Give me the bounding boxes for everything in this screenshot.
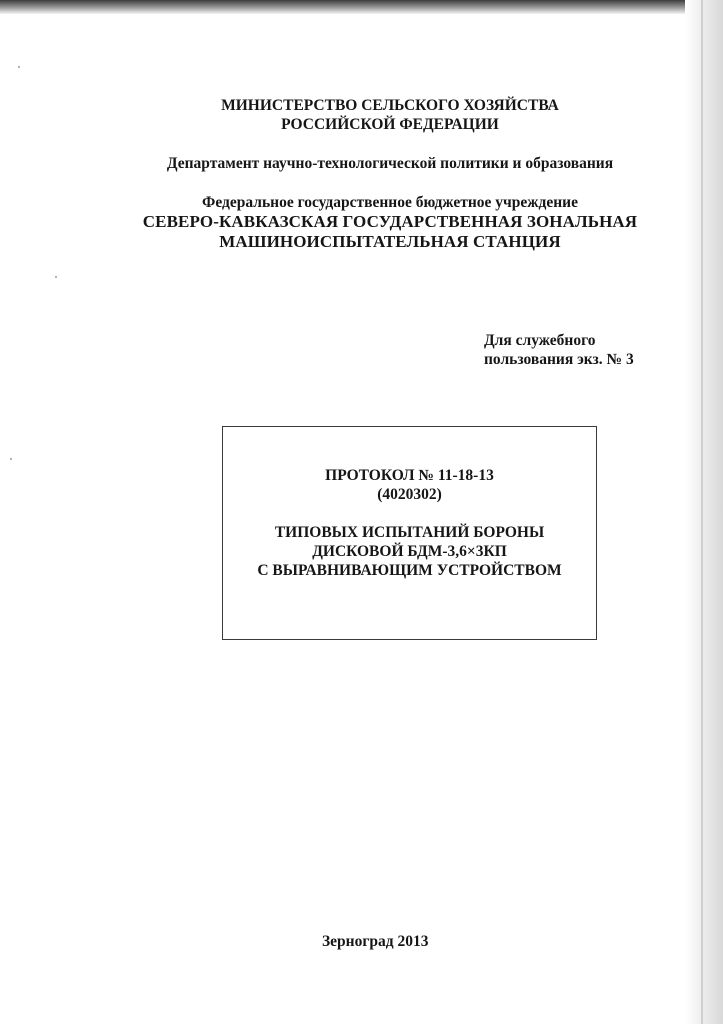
ministry-line-1: МИНИСТЕРСТВО СЕЛЬСКОГО ХОЗЯЙСТВА: [221, 97, 559, 114]
ministry-line-2: РОССИЙСКОЙ ФЕДЕРАЦИИ: [281, 116, 499, 133]
institution-type-line: Федеральное государственное бюджетное учреждение: [202, 194, 578, 211]
scan-speck: [10, 458, 12, 460]
classification-line-2: пользования экз. № 3: [484, 351, 634, 368]
protocol-subject-line-2: ДИСКОВОЙ БДМ-3,6×3КП: [312, 543, 507, 560]
protocol-subject-line-3: С ВЫРАВНИВАЮЩИМ УСТРОЙСТВОМ: [257, 562, 562, 579]
department-line: Департамент научно-технологической политики и образования: [166, 155, 614, 172]
classification-line-1: Для служебного: [484, 332, 596, 349]
scan-shadow-right: [685, 0, 723, 1024]
protocol-number: ПРОТОКОЛ № 11-18-13: [325, 467, 494, 484]
protocol-title-frame: [222, 426, 597, 640]
scan-speck: [55, 276, 57, 278]
scan-speck: [18, 66, 20, 68]
institution-name-line-2: МАШИНОИСПЫТАТЕЛЬНАЯ СТАНЦИЯ: [219, 232, 561, 251]
place-and-year: Зерноград 2013: [322, 933, 429, 950]
protocol-subject-line-1: ТИПОВЫХ ИСПЫТАНИЙ БОРОНЫ: [274, 524, 545, 541]
institution-name-line-1: СЕВЕРО-КАВКАЗСКАЯ ГОСУДАРСТВЕННАЯ ЗОНАЛЬНАЯ: [142, 212, 638, 231]
protocol-code: (4020302): [377, 486, 442, 503]
